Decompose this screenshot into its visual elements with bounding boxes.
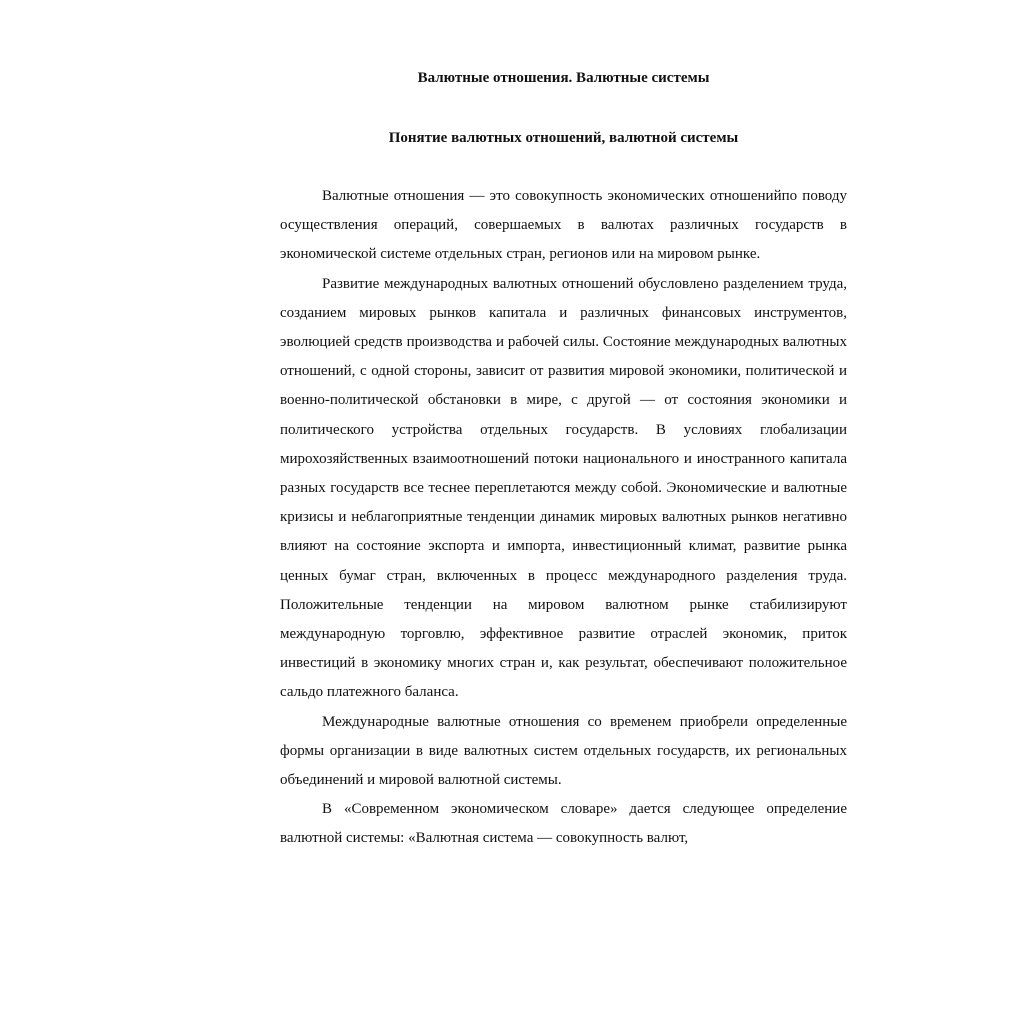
paragraph-organization: Международные валютные отношения со временем приобрели определенные формы организации в виде валютных систем отдельных государств, их региональных объединений и мировой валютной системы. xyxy=(280,713,847,789)
document-title: Валютные отношения. Валютные системы xyxy=(417,70,710,86)
section-heading: Понятие валютных отношений, валютной системы xyxy=(388,130,739,146)
document-body xyxy=(280,182,847,854)
paragraph-dictionary-definition: В «Современном экономическом словаре» дается следующее определение валютной системы: «Валютная система — совокупность валют, xyxy=(280,801,847,847)
paragraph-definition: Валютные отношения — это совокупность экономических отношенийпо поводу осуществления операций, совершаемых в валютах различных государств в экономической системе отдельных стран, регионов или на мировом рынке. xyxy=(280,188,847,263)
paragraph-development: Развитие международных валютных отношений обусловлено разделением труда, созданием мировых рынков капитала и различных финансовых инструментов, эволюцией средств производства и рабочей силы. Состояние международных валютных отношений, с одной стороны, зависит от развития мировой экономики, политической и военно-политической обстановки в мире, с другой — от состояния экономики и политического устройства отдельных государств. В условиях глобализации мирохозяйственных взаимоотношений потоки национального и иностранного капитала разных государств все теснее переплетаются между собой. Экономические и валютные кризисы и неблагоприятные тенденции динамик мировых валютных рынков негативно влияют на состояние экспорта и импорта, инвестиционный климат, развитие рынка ценных бумаг стран, включенных в процесс международного разделения труда. Положительные тенденции на мировом валютном рынке стабилизируют международную торговлю, эффективное развитие отраслей экономик, приток инвестиций в экономику многих стран и, как результат, обеспечивают положительное сальдо платежного баланса. xyxy=(280,275,847,701)
